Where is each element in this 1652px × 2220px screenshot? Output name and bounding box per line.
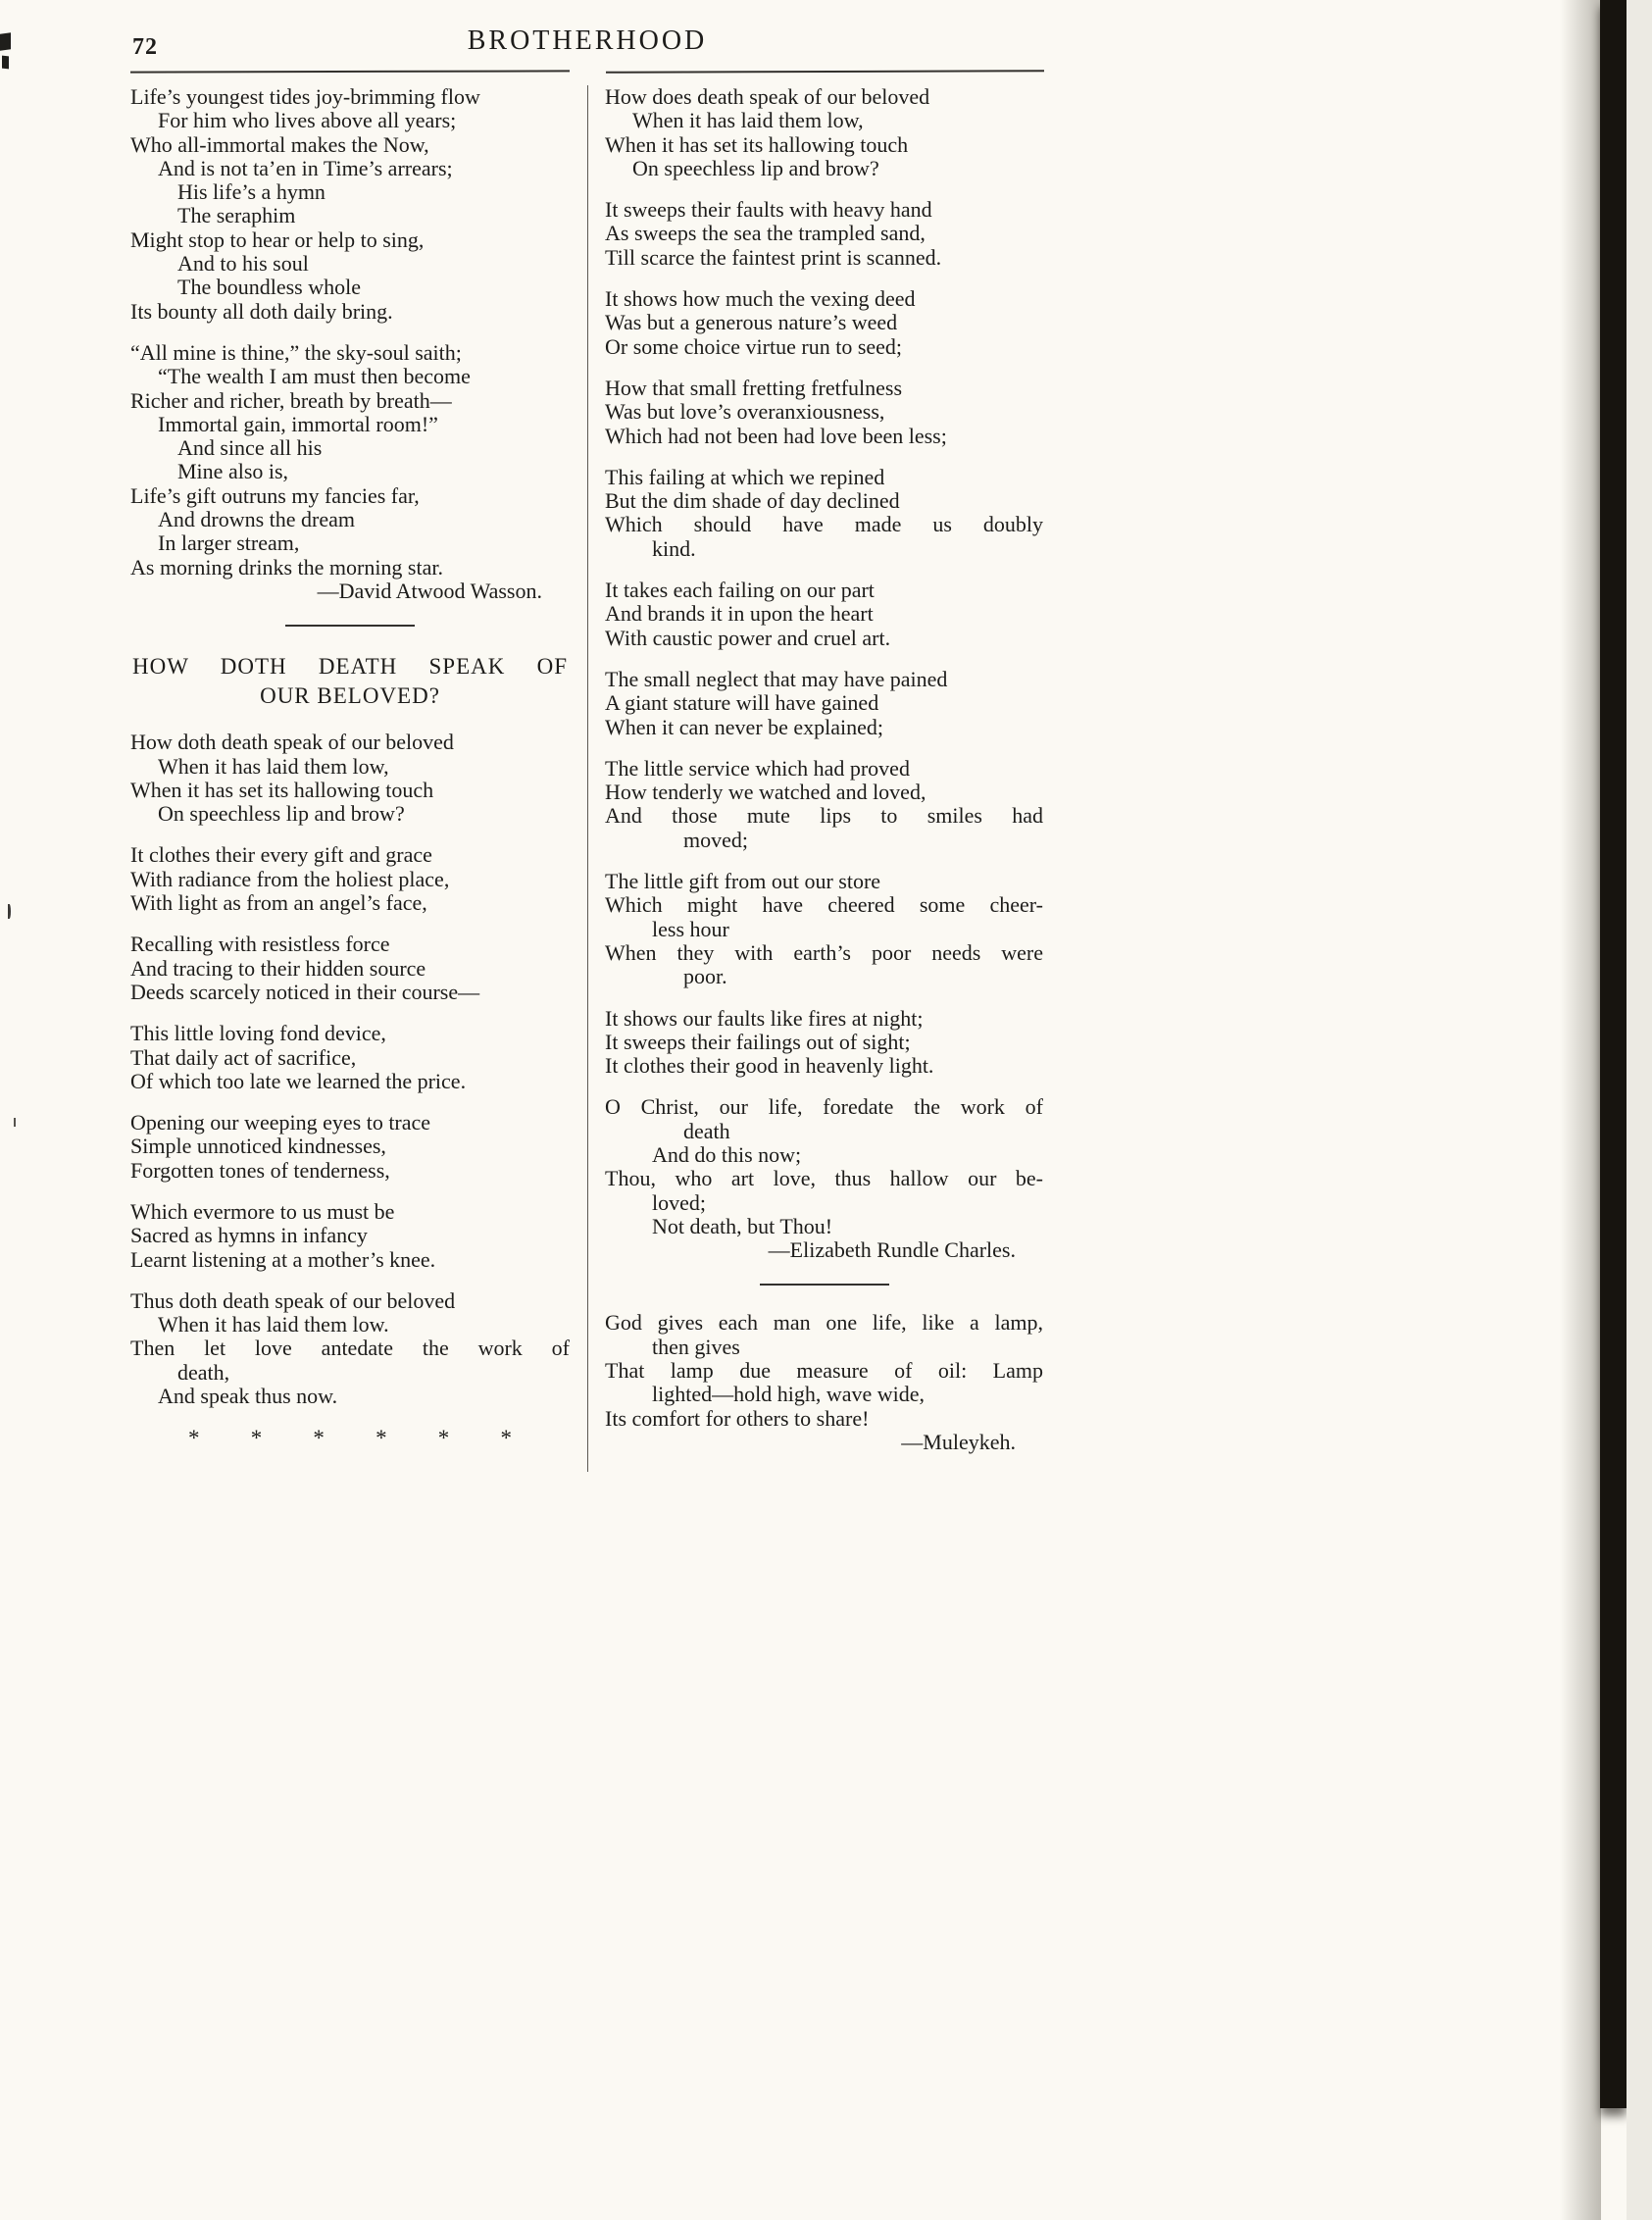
poem-line: When it can never be explained; — [605, 714, 884, 739]
stanza — [605, 198, 1043, 270]
column-left — [130, 85, 570, 1472]
stanza — [605, 870, 1043, 988]
poem-line: And to his soul — [177, 251, 309, 277]
poem-line: Thus doth death speak of our beloved — [130, 1287, 456, 1313]
column-top-rule-left — [130, 70, 570, 73]
book-gutter-bar — [1600, 0, 1627, 2108]
poem-line: “The wealth I am must then become — [158, 364, 471, 389]
poem-line: It shows how much the vexing deed — [605, 286, 916, 312]
asterisk: * — [250, 1426, 263, 1451]
poem-line: Simple unnoticed kindnesses, — [130, 1134, 386, 1159]
poem-line: A giant stature will have gained — [605, 690, 879, 716]
poem-line: Its comfort for others to share! — [605, 1405, 870, 1431]
scan-artifact — [0, 32, 11, 51]
poem-line: Life’s youngest tides joy-brimming flow — [130, 84, 480, 109]
poem-line: Might stop to hear or help to sing, — [130, 227, 425, 252]
poem-line: Immortal gain, immortal room!” — [158, 411, 438, 436]
poem-line: How that small fretting fretfulness — [605, 375, 903, 400]
poem-line: When it has set its hallowing touch — [130, 777, 434, 802]
attribution: —Muleykeh. — [901, 1429, 1016, 1454]
poem-line: O Christ, our life, foredate the work of — [605, 1094, 1043, 1120]
asterisk: * — [313, 1426, 325, 1451]
poem-line: And is not ta’en in Time’s arrears; — [158, 155, 453, 180]
poem-line: It sweeps their failings out of sight; — [605, 1029, 911, 1054]
poem-line: When they with earth’s poor needs were — [605, 939, 1043, 965]
poem-title-line: HOW DOTH DEATH SPEAK OF — [132, 654, 568, 680]
stanza — [130, 1200, 570, 1272]
asterisk: * — [500, 1426, 512, 1451]
stanza — [605, 757, 1043, 852]
poem-line: As morning drinks the morning star. — [130, 554, 443, 580]
poem-line: death, — [177, 1359, 230, 1385]
stanza — [605, 287, 1043, 359]
poem-line: Of which too late we learned the price. — [130, 1068, 467, 1093]
asterisk: * — [375, 1426, 387, 1451]
poem-line: And those mute lips to smiles had — [605, 803, 1043, 829]
poem-line: It sweeps their faults with heavy hand — [605, 197, 932, 223]
stanza — [605, 377, 1043, 448]
poem-line: death — [683, 1118, 730, 1143]
poem-line: Forgotten tones of tenderness, — [130, 1157, 390, 1183]
poem-line: His life’s a hymn — [177, 179, 325, 205]
poem-line: And since all his — [177, 435, 323, 461]
stanza — [130, 933, 570, 1004]
poem-line: That daily act of sacrifice, — [130, 1044, 357, 1070]
poem-line: The seraphim — [177, 203, 296, 228]
section-rule — [285, 625, 415, 627]
poem-line: Who all-immortal makes the Now, — [130, 131, 429, 157]
poem-line: Learnt listening at a mother’s knee. — [130, 1246, 436, 1272]
poem-line: The little gift from out our store — [605, 869, 881, 894]
poem-line: Thou, who art love, thus hallow our be- — [605, 1166, 1043, 1191]
poem-line: And do this now; — [652, 1141, 802, 1167]
poem-line: With light as from an angel’s face, — [130, 890, 427, 916]
poem-line: And tracing to their hidden source — [130, 955, 426, 981]
poem-line: When it has laid them low, — [158, 753, 389, 779]
stanza — [130, 1289, 570, 1408]
column-divider — [587, 85, 588, 1472]
two-column-layout — [130, 85, 1044, 1472]
poem-line: Which should have made us doubly — [605, 512, 1043, 537]
poem-line: poor. — [683, 964, 727, 989]
stanza — [130, 1111, 570, 1183]
poem-line: And brands it in upon the heart — [605, 601, 874, 627]
poem-line: When it has laid them low, — [632, 108, 864, 133]
poem-title-line: OUR BELOVED? — [260, 683, 440, 709]
poem-line: When it has set its hallowing touch — [605, 131, 909, 157]
poem-line: Till scarce the faintest print is scanned. — [605, 244, 942, 270]
poem-line: Recalling with resistless force — [130, 932, 390, 957]
poem-line: On speechless lip and brow? — [632, 155, 879, 180]
poem-line: God gives each man one life, like a lamp, — [605, 1310, 1043, 1336]
stanza — [605, 579, 1043, 650]
stanza — [130, 843, 570, 915]
poem-line: Not death, but Thou! — [652, 1213, 833, 1238]
poem-line: Richer and richer, breath by breath— — [130, 387, 452, 413]
poem-line: The little service which had proved — [605, 755, 910, 781]
poem-line: loved; — [652, 1189, 706, 1215]
poem-line: The small neglect that may have pained — [605, 666, 948, 691]
page-content — [130, 25, 1044, 1472]
poem-line: Was but love’s overanxiousness, — [605, 399, 885, 425]
poem-line: In larger stream, — [158, 530, 300, 556]
poem-line: It clothes their every gift and grace — [130, 842, 432, 868]
poem-line: It shows our faults like fires at night; — [605, 1005, 924, 1031]
stanza — [130, 341, 570, 603]
poem-line: This little loving fond device, — [130, 1021, 386, 1046]
stanza — [130, 1022, 570, 1093]
attribution: —David Atwood Wasson. — [317, 578, 542, 603]
section-rule — [760, 1284, 889, 1286]
poem-line: Its bounty all doth daily bring. — [130, 298, 393, 324]
poem-line: The boundless whole — [177, 275, 361, 300]
page-number: 72 — [132, 34, 158, 60]
poem-line: And speak thus now. — [158, 1384, 338, 1409]
poem-line: Which evermore to us must be — [130, 1198, 395, 1224]
poem-line: Life’s gift outruns my fancies far, — [130, 482, 420, 508]
attribution: —Elizabeth Rundle Charles. — [768, 1237, 1016, 1263]
poem-line: less hour — [652, 916, 729, 941]
poem-line: It clothes their good in heavenly light. — [605, 1053, 934, 1079]
poem-line: It takes each failing on our part — [605, 578, 875, 603]
poem-line: Mine also is, — [177, 459, 289, 484]
poem-line: Which had not been had love been less; — [605, 423, 947, 448]
scan-artifact — [8, 904, 11, 919]
poem-line: kind. — [652, 535, 696, 561]
stanza — [605, 85, 1043, 180]
asterisk: * — [188, 1426, 200, 1451]
stanza — [605, 466, 1043, 561]
stanza — [605, 1311, 1043, 1454]
poem-line: For him who lives above all years; — [158, 108, 457, 133]
stanza — [130, 85, 570, 324]
poem-line: As sweeps the sea the trampled sand, — [605, 221, 926, 246]
gutter-shadow — [1560, 0, 1601, 2220]
asterisk: * — [437, 1426, 450, 1451]
poem-line: Deeds scarcely noticed in their course— — [130, 979, 480, 1004]
poem-line: But the dim shade of day declined — [605, 488, 900, 514]
poem-line: How tenderly we watched and loved, — [605, 780, 926, 805]
poem-line: When it has laid them low. — [158, 1312, 389, 1337]
page-title: BROTHERHOOD — [467, 25, 708, 56]
stanza — [130, 731, 570, 826]
column-top-rules — [130, 71, 1044, 73]
poem-line: Which might have cheered some cheer- — [605, 892, 1043, 918]
poem-line: How doth death speak of our beloved — [130, 730, 454, 755]
page-edge-strip — [1627, 0, 1652, 2220]
scan-artifact — [2, 56, 9, 70]
page-header — [130, 25, 1044, 71]
poem-line: lighted—hold high, wave wide, — [652, 1382, 926, 1407]
poem-line: With caustic power and cruel art. — [605, 625, 891, 650]
stanza — [605, 1007, 1043, 1079]
poem-line: How does death speak of our beloved — [605, 84, 930, 109]
poem-line: Or some choice virtue run to seed; — [605, 333, 903, 359]
poem-line: Then let love antedate the work of — [130, 1336, 570, 1361]
poem-line: On speechless lip and brow? — [158, 801, 405, 827]
scan-artifact — [14, 1118, 16, 1127]
poem-line: And drowns the dream — [158, 507, 356, 532]
column-right — [605, 85, 1043, 1472]
poem-line: This failing at which we repined — [605, 464, 885, 489]
stanza — [605, 1095, 1043, 1262]
column-top-rule-right — [606, 70, 1044, 74]
poem-line: With radiance from the holiest place, — [130, 866, 450, 891]
poem-line: That lamp due measure of oil: Lamp — [605, 1358, 1043, 1384]
asterisk-separator — [188, 1426, 512, 1451]
poem-line: then gives — [652, 1334, 740, 1359]
poem-line: Sacred as hymns in infancy — [130, 1223, 368, 1248]
poem-title — [130, 652, 570, 711]
poem-line: Was but a generous nature’s weed — [605, 310, 898, 335]
stanza — [605, 668, 1043, 739]
poem-line: “All mine is thine,” the sky-soul saith; — [130, 339, 462, 365]
poem-line: moved; — [683, 827, 748, 852]
poem-line: Opening our weeping eyes to trace — [130, 1110, 431, 1135]
